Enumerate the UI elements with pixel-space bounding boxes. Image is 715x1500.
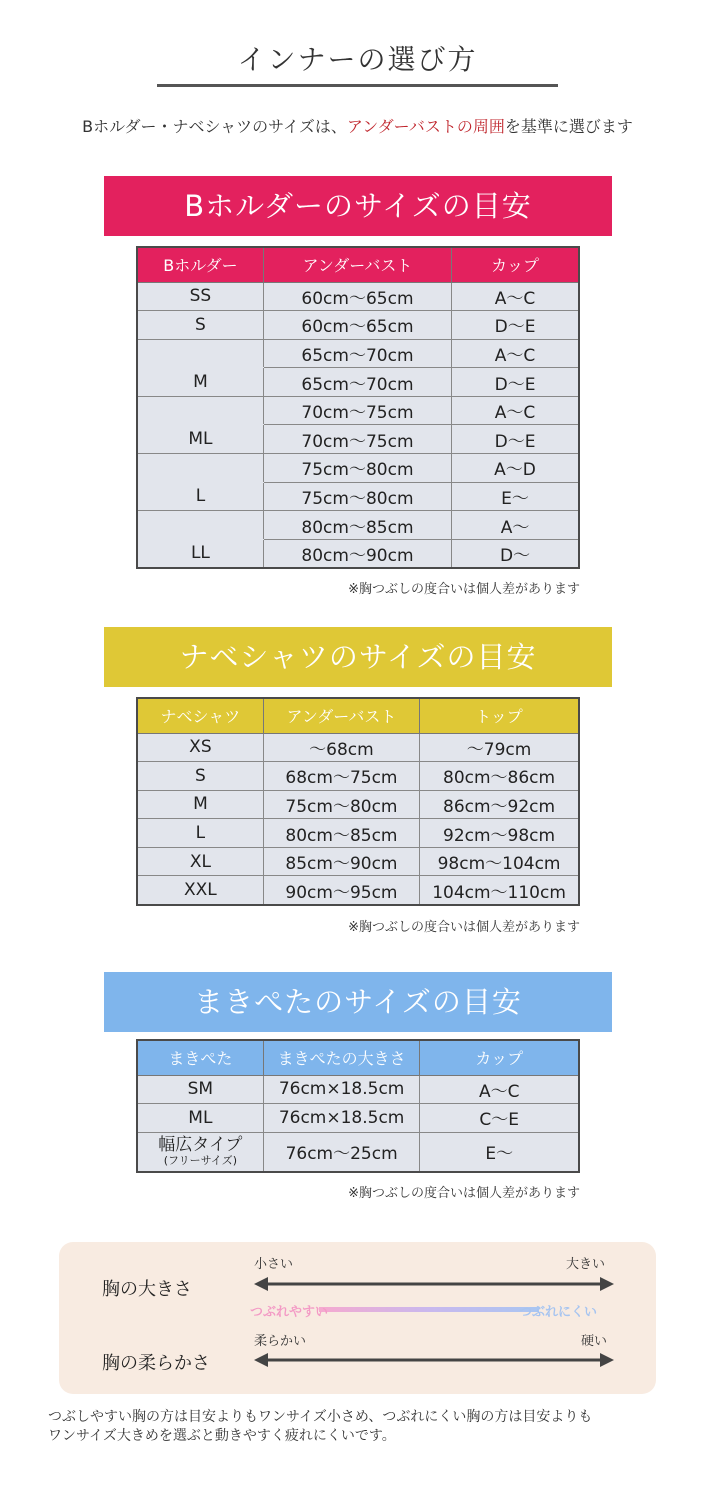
column-header: ナベシャツ <box>137 698 263 733</box>
underbust-cell: 60cm〜65cm <box>263 282 451 311</box>
easy-compress-label: つぶれやすい <box>250 1305 329 1320</box>
bholder-size-table <box>136 246 580 569</box>
underbust-cell: 60cm〜65cm <box>263 311 451 340</box>
intro-before: Bホルダー・ナベシャツのサイズは、 <box>82 117 347 136</box>
underbust-cell: 80cm〜85cm <box>263 511 451 540</box>
underbust-cell: 90cm〜95cm <box>263 876 419 905</box>
size-cell <box>137 1132 263 1172</box>
size-cell: SS <box>137 282 263 311</box>
cup-cell: A〜C <box>452 396 579 425</box>
table-row <box>137 819 579 848</box>
table-row <box>137 425 579 454</box>
underbust-cell: 75cm〜80cm <box>263 790 419 819</box>
page-title: インナーの選び方 <box>237 43 478 76</box>
top-cell: 92cm〜98cm <box>420 819 579 848</box>
column-header: カップ <box>452 247 579 282</box>
underbust-cell: 80cm〜90cm <box>263 539 451 568</box>
size-cell: LL <box>137 539 263 568</box>
underbust-cell: 85cm〜90cm <box>263 847 419 876</box>
size-large-label: 大きい <box>566 1257 606 1272</box>
cup-cell: A〜C <box>452 282 579 311</box>
intro-accent: アンダーバストの周囲 <box>346 117 505 136</box>
advice-line: つぶしやすい胸の方は目安よりもワンサイズ小さめ、つぶれにくい胸の方は目安よりも <box>48 1409 593 1425</box>
underbust-cell: 70cm〜75cm <box>263 396 451 425</box>
size-cell: S <box>137 762 263 791</box>
top-cell: 80cm〜86cm <box>420 762 579 791</box>
cup-cell: A〜 <box>452 511 579 540</box>
size-cell: ML <box>137 425 263 454</box>
column-header: カップ <box>420 1040 579 1075</box>
table-row <box>137 454 579 483</box>
size-cell-empty <box>137 396 263 425</box>
double-arrow-icon <box>254 1277 614 1291</box>
column-header: トップ <box>420 698 579 733</box>
intro-text <box>0 114 715 137</box>
column-header: アンダーバスト <box>263 247 451 282</box>
top-cell: 98cm〜104cm <box>420 847 579 876</box>
column-header: まきぺたの大きさ <box>263 1040 420 1075</box>
column-header: まきぺた <box>137 1040 263 1075</box>
table-row <box>137 847 579 876</box>
dimension-cell: 76cm×18.5cm <box>263 1104 420 1133</box>
table-row <box>137 790 579 819</box>
compressibility-gradient <box>319 1307 539 1312</box>
size-cell: ML <box>137 1104 263 1133</box>
size-cell-empty <box>137 454 263 483</box>
firm-label: 硬い <box>581 1334 608 1349</box>
free-size-label: (フリーサイズ) <box>163 1154 237 1168</box>
cup-cell: D〜 <box>452 539 579 568</box>
size-cell: L <box>137 819 263 848</box>
double-arrow-icon <box>254 1353 614 1367</box>
table-row <box>137 282 579 311</box>
cup-cell: A〜C <box>452 339 579 368</box>
size-scale-title: 胸の大きさ <box>102 1279 192 1300</box>
individual-difference-note: ※胸つぶしの度合いは個人差があります <box>348 582 580 597</box>
top-cell: 〜79cm <box>420 733 579 762</box>
table-row <box>137 539 579 568</box>
column-header: Bホルダー <box>137 247 263 282</box>
dimension-cell: 76cm〜25cm <box>263 1132 420 1172</box>
cup-cell: A〜D <box>452 454 579 483</box>
hard-compress-label: つぶれにくい <box>519 1305 598 1320</box>
size-small-label: 小さい <box>254 1257 294 1272</box>
table-row <box>137 511 579 540</box>
table-header-row <box>137 247 579 282</box>
cup-cell: C〜E <box>420 1104 579 1133</box>
size-cell: S <box>137 311 263 340</box>
table-row <box>137 339 579 368</box>
cup-cell: D〜E <box>452 425 579 454</box>
size-cell: SM <box>137 1075 263 1104</box>
top-cell: 104cm〜110cm <box>420 876 579 905</box>
softness-scale-title: 胸の柔らかさ <box>102 1353 210 1374</box>
size-cell: L <box>137 482 263 511</box>
table-row <box>137 311 579 340</box>
underbust-cell: 80cm〜85cm <box>263 819 419 848</box>
size-cell: M <box>137 368 263 397</box>
table-row <box>137 1075 579 1104</box>
table-row <box>137 733 579 762</box>
nabe-banner: ナベシャツのサイズの目安 <box>104 627 612 687</box>
cup-cell: D〜E <box>452 368 579 397</box>
cup-cell: D〜E <box>452 311 579 340</box>
underbust-cell: 〜68cm <box>263 733 419 762</box>
makipeta-banner: まきぺたのサイズの目安 <box>104 972 612 1032</box>
table-row <box>137 482 579 511</box>
size-cell: XS <box>137 733 263 762</box>
cup-cell: E〜 <box>452 482 579 511</box>
title-divider <box>157 84 558 87</box>
advice-line: ワンサイズ大きめを選ぶと動きやすく疲れにくいです。 <box>48 1428 396 1444</box>
size-cell: M <box>137 790 263 819</box>
underbust-cell: 65cm〜70cm <box>263 339 451 368</box>
size-cell-empty <box>137 339 263 368</box>
table-header-row <box>137 1040 579 1075</box>
table-row <box>137 396 579 425</box>
cup-cell: E〜 <box>420 1132 579 1172</box>
underbust-cell: 75cm〜80cm <box>263 454 451 483</box>
table-row <box>137 762 579 791</box>
bholder-banner: Bホルダーのサイズの目安 <box>104 176 612 236</box>
top-cell: 86cm〜92cm <box>420 790 579 819</box>
makipeta-size-table <box>136 1039 580 1173</box>
underbust-cell: 65cm〜70cm <box>263 368 451 397</box>
underbust-cell: 75cm〜80cm <box>263 482 451 511</box>
table-row <box>137 1104 579 1133</box>
advice-text <box>48 1408 688 1446</box>
size-cell-empty <box>137 511 263 540</box>
soft-label: 柔らかい <box>254 1334 307 1349</box>
underbust-cell: 68cm〜75cm <box>263 762 419 791</box>
size-cell: XL <box>137 847 263 876</box>
underbust-cell: 70cm〜75cm <box>263 425 451 454</box>
intro-after: を基準に選びます <box>504 117 633 136</box>
breast-scale-panel <box>59 1242 656 1394</box>
individual-difference-note: ※胸つぶしの度合いは個人差があります <box>348 1186 580 1201</box>
cup-cell: A〜C <box>420 1075 579 1104</box>
wide-type-label: 幅広タイプ <box>158 1135 243 1156</box>
nabe-size-table <box>136 697 580 906</box>
dimension-cell: 76cm×18.5cm <box>263 1075 420 1104</box>
table-row <box>137 876 579 905</box>
column-header: アンダーバスト <box>263 698 419 733</box>
table-row <box>137 1132 579 1172</box>
table-row <box>137 368 579 397</box>
individual-difference-note: ※胸つぶしの度合いは個人差があります <box>348 920 580 935</box>
size-cell: XXL <box>137 876 263 905</box>
table-header-row <box>137 698 579 733</box>
